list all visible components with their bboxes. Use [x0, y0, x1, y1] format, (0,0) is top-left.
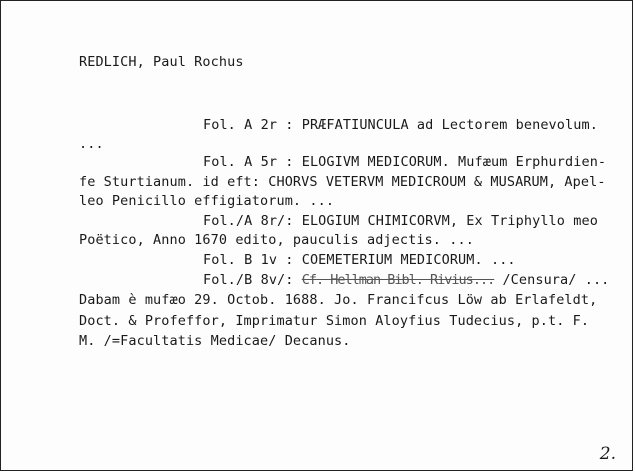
card-line-11: Doct. & Profeffor, Imprimatur Simon Aloyfius Tudecius, p.t. F.	[79, 313, 590, 329]
card-line-12: M. /=Facultatis Medicae/ Decanus.	[79, 333, 351, 349]
card-number: 2.	[599, 444, 616, 464]
card-heading: REDLICH, Paul Rochus	[79, 54, 244, 70]
card-line-9	[203, 271, 609, 289]
card-line-7: Poëtico, Anno 1670 edito, pauculis adjectis. ...	[79, 232, 474, 248]
struck-text: Cf. Hellman Bibl. Rivius...	[301, 272, 495, 288]
card-line-5: leo Penicillo effigiatorum. ...	[79, 193, 335, 209]
card-line-4: fe Sturtianum. id eft: CHORVS VETERVM MEDICROUM & MUSARUM, Apel-	[79, 174, 606, 190]
censura-label: /Censura/ ...	[502, 272, 610, 288]
card-line-8: Fol. B 1v : COEMETERIUM MEDICORUM. ...	[203, 252, 516, 268]
card-line-6: Fol./A 8r/: ELOGIUM CHIMICORVM, Ex Triphyllo meo	[203, 213, 598, 229]
card-line-1: Fol. A 2r : PRÆFATIUNCULA ad Lectorem benevolum.	[203, 117, 598, 133]
card-line-10: Dabam è mufæo 29. Octob. 1688. Jo. Francifcus Löw ab Erlafeldt,	[79, 292, 598, 308]
card-line-2: ...	[79, 136, 104, 152]
card-line-3: Fol. A 5r : ELOGIVM MEDICORUM. Mufæum Erphurdien-	[203, 154, 607, 170]
folio-label: Fol./B 8v/:	[203, 272, 294, 288]
